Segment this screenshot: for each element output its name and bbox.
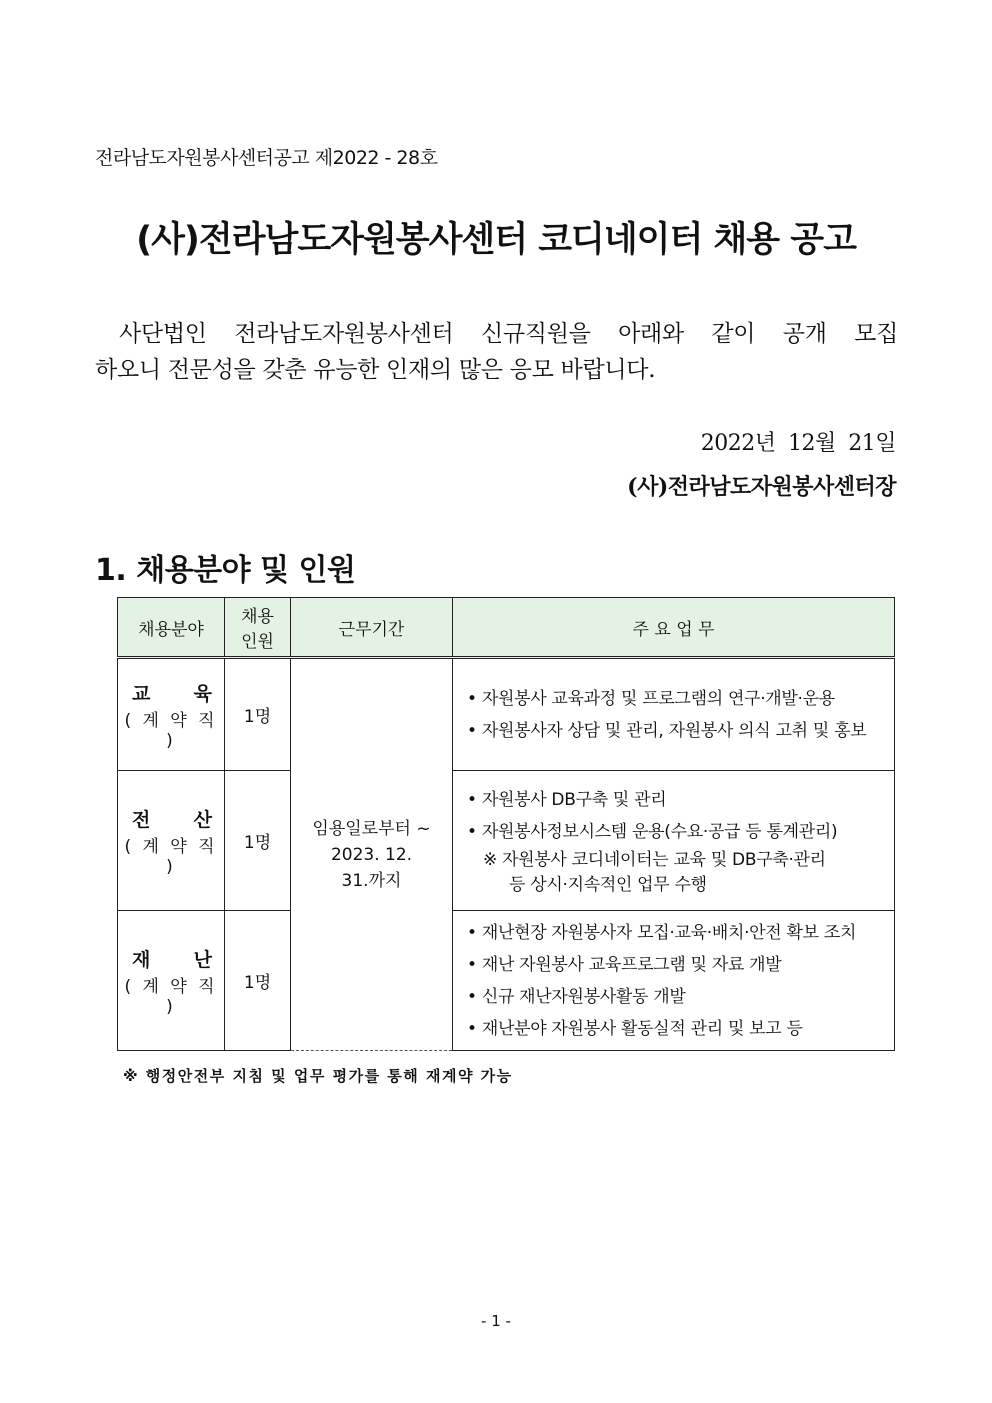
contract-type: ( 계 약 직 ) bbox=[124, 836, 218, 877]
field-cell bbox=[118, 911, 225, 1051]
duty-item: • 재난 자원봉사 교육프로그램 및 자료 개발 bbox=[467, 954, 782, 975]
section-title-recruitment: 1. 채용분야 및 인원 bbox=[95, 553, 356, 588]
intro-line-1: 사단법인 전라남도자원봉사센터 신규직원을 아래와 같이 공개 모집 bbox=[119, 321, 898, 347]
field-name-a: 교 bbox=[132, 682, 151, 705]
header-duties: 주 요 업 무 bbox=[453, 598, 895, 658]
headcount: 1명 bbox=[225, 658, 291, 771]
table-header-row bbox=[118, 598, 895, 658]
recruitment-table bbox=[117, 597, 895, 1051]
duty-item: • 자원봉사자 상담 및 관리, 자원봉사 의식 고취 및 홍보 bbox=[467, 720, 867, 741]
intro-line-2: 하오니 전문성을 갖춘 유능한 인재의 많은 응모 바랍니다. bbox=[95, 357, 656, 383]
field-cell bbox=[118, 771, 225, 911]
work-period bbox=[291, 658, 453, 1051]
header-period: 근무기간 bbox=[291, 598, 453, 658]
field-name-b: 육 bbox=[193, 682, 212, 705]
period-line2: 2023. 12. bbox=[330, 844, 413, 865]
field-cell bbox=[118, 658, 225, 771]
page-title: (사)전라남도자원봉사센터 코디네이터 채용 공고 bbox=[136, 220, 856, 260]
duty-item: • 재난현장 자원봉사자 모집·교육·배치·안전 확보 조치 bbox=[467, 922, 857, 943]
page-number: - 1 - bbox=[481, 1312, 511, 1330]
field-name-a: 재 bbox=[132, 948, 151, 971]
contract-type: ( 계 약 직 ) bbox=[124, 976, 218, 1017]
contract-type: ( 계 약 직 ) bbox=[124, 710, 218, 751]
duty-item: • 재난분야 자원봉사 활동실적 관리 및 보고 등 bbox=[467, 1018, 803, 1039]
notice-number: 전라남도자원봉사센터공고 제2022 - 28호 bbox=[95, 147, 438, 169]
field-name-a: 전 bbox=[132, 808, 151, 831]
duties-cell bbox=[453, 771, 895, 911]
duty-item: • 자원봉사정보시스템 운용(수요·공급 등 통계관리) bbox=[467, 821, 838, 842]
duty-item: • 신규 재난자원봉사활동 개발 bbox=[467, 986, 686, 1007]
intro-paragraph bbox=[95, 316, 898, 388]
duty-item: • 자원봉사 교육과정 및 프로그램의 연구·개발·운용 bbox=[467, 688, 835, 709]
table-row bbox=[118, 911, 895, 1051]
header-field: 채용분야 bbox=[118, 598, 225, 658]
duties-cell bbox=[453, 911, 895, 1051]
headcount: 1명 bbox=[225, 771, 291, 911]
field-name-b: 난 bbox=[193, 948, 212, 971]
period-line1: 임용일로부터 ~ bbox=[312, 818, 431, 839]
field-name-b: 산 bbox=[193, 808, 212, 831]
header-count-line2: 인원 bbox=[241, 632, 274, 652]
headcount: 1명 bbox=[225, 911, 291, 1051]
duties-cell bbox=[453, 658, 895, 771]
table-row bbox=[118, 771, 895, 911]
table-row bbox=[118, 658, 895, 771]
period-line3: 31.까지 bbox=[341, 870, 402, 891]
table-footnote: ※ 행정안전부 지침 및 업무 평가를 통해 재계약 가능 bbox=[123, 1067, 513, 1085]
header-count bbox=[225, 598, 291, 658]
issuer-name: (사)전라남도자원봉사센터장 bbox=[627, 474, 896, 500]
duty-note-continued: 등 상시·지속적인 업무 수행 bbox=[509, 874, 707, 895]
duty-note: ※ 자원봉사 코디네이터는 교육 및 DB구축·관리 bbox=[483, 849, 826, 870]
duty-item: • 자원봉사 DB구축 및 관리 bbox=[467, 789, 667, 810]
notice-date: 2022년 12월 21일 bbox=[700, 431, 896, 456]
header-count-line1: 채용 bbox=[241, 607, 274, 627]
